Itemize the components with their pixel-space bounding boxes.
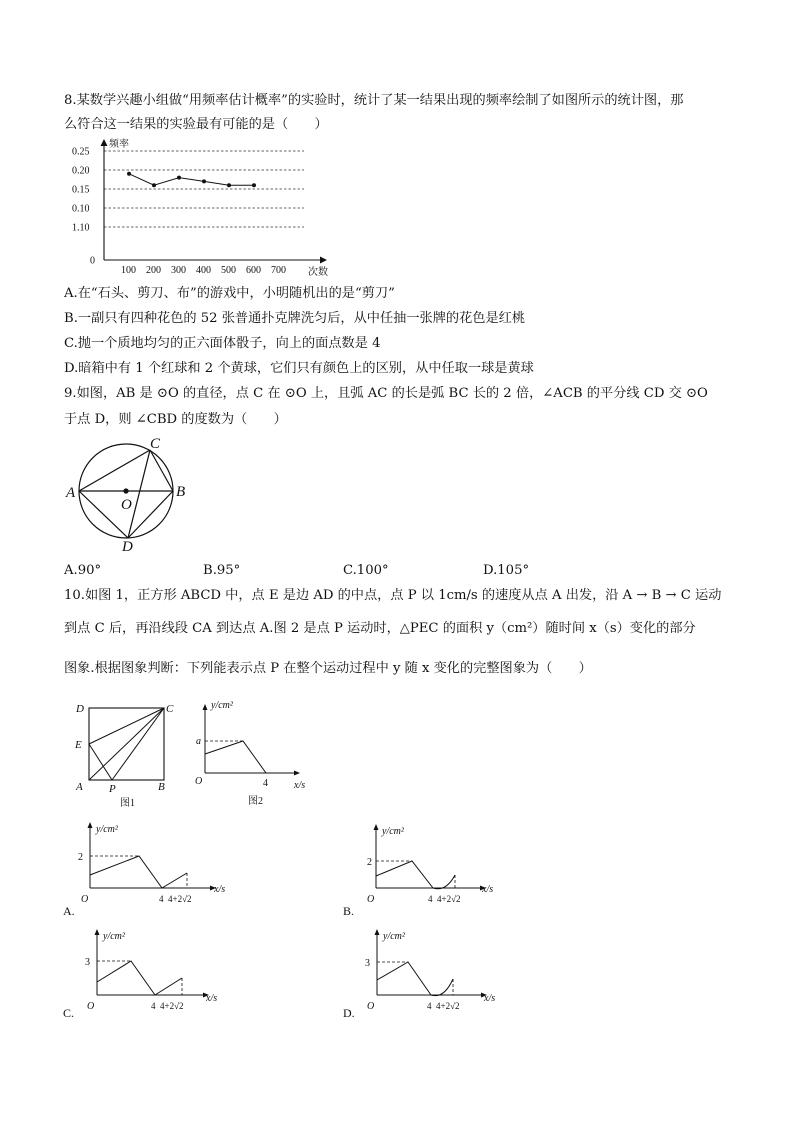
fig2-x-arrow bbox=[294, 771, 300, 776]
chart-point bbox=[252, 183, 256, 187]
graph-c-tick2: 4+2√2 bbox=[160, 1001, 184, 1011]
graph-b-origin: O bbox=[367, 894, 375, 905]
figure-1-square bbox=[72, 700, 182, 810]
graph-d-curve bbox=[377, 962, 453, 996]
q10-stem-line1: 10.如图 1，正方形 ABCD 中，点 E 是边 AD 的中点，点 P 以 1cm/s 的速度从点 A 出发，沿 A → B → C 运动 bbox=[64, 588, 722, 603]
chart-x-ticks bbox=[121, 265, 286, 276]
graph-c-ylabel: y/cm² bbox=[103, 931, 125, 942]
graph-c-curve bbox=[97, 961, 182, 995]
graph-b-tick1: 4 bbox=[428, 894, 433, 904]
chart-x-tick-label: 600 bbox=[246, 265, 261, 276]
q8-option-d: D.暗箱中有 1 个红球和 2 个黄球，它们只有颜色上的区别，从中任取一球是黄球 bbox=[64, 361, 534, 376]
graph-a-ylabel: y/cm² bbox=[96, 824, 118, 835]
fig2-peak: a bbox=[196, 736, 201, 747]
chart-y-ticks bbox=[72, 147, 95, 267]
fig2-y-arrow bbox=[203, 704, 208, 710]
graph-a-curve bbox=[90, 856, 187, 888]
label-b: B bbox=[176, 484, 186, 500]
chart-point bbox=[202, 179, 206, 183]
center-point bbox=[123, 488, 128, 493]
graph-a-peak: 2 bbox=[78, 852, 83, 863]
label-d: D bbox=[122, 539, 133, 555]
q9-stem-line2: 于点 D，则 ∠CBD 的度数为（ ） bbox=[64, 412, 287, 427]
graph-b-curve bbox=[376, 861, 455, 889]
chord-bc bbox=[150, 450, 173, 491]
fig1-label-d: D bbox=[76, 703, 84, 715]
fig2-origin: O bbox=[195, 776, 203, 787]
q9-stem-line1: 9.如图，AB 是 ⊙O 的直径，点 C 在 ⊙O 上，且弧 AC 的长是弧 BC 长的 2 倍，∠ACB 的平分线 CD 交 ⊙O bbox=[64, 386, 708, 401]
chart-series-line bbox=[129, 174, 254, 185]
fig2-xlabel: x/s bbox=[294, 780, 306, 791]
chart-x-arrow bbox=[320, 257, 327, 264]
graph-option-a bbox=[60, 818, 240, 918]
graph-b-xlabel: x/s bbox=[482, 884, 494, 895]
graph-option-d bbox=[340, 925, 520, 1025]
chart-y-tick-label: 0.20 bbox=[72, 165, 90, 177]
chart-y-tick-label: 0.10 bbox=[72, 203, 90, 215]
fig1-label-e: E bbox=[75, 739, 82, 751]
graph-a-tick2: 4+2√2 bbox=[168, 894, 192, 904]
graph-b-peak: 2 bbox=[367, 857, 372, 868]
chart-ylabel: 频率 bbox=[109, 139, 129, 150]
graph-b-ylabel: y/cm² bbox=[382, 826, 404, 837]
chart-y-tick-label: 0 bbox=[90, 255, 95, 267]
segment-pc bbox=[112, 708, 164, 780]
fig2-xtick: 4 bbox=[263, 778, 268, 789]
graph-d-origin: O bbox=[367, 1001, 375, 1012]
chart-point bbox=[152, 183, 156, 187]
graph-d-xlabel: x/s bbox=[484, 993, 496, 1004]
chart-x-tick-label: 200 bbox=[146, 265, 161, 276]
chart-point bbox=[177, 176, 181, 180]
fig2-curve bbox=[205, 741, 266, 773]
chart-xlabel: 次数 bbox=[308, 267, 328, 278]
graph-b-tick2: 4+2√2 bbox=[437, 894, 461, 904]
q8-stem-line2: 么符合这一结果的实验最有可能的是（ ） bbox=[64, 117, 328, 132]
q8-option-a: A.在“石头、剪刀、布”的游戏中，小明随机出的是“剪刀” bbox=[64, 286, 395, 301]
chart-gridlines bbox=[104, 151, 304, 227]
q9-option-c: C.100° bbox=[343, 563, 389, 578]
graph-d-tick2: 4+2√2 bbox=[436, 1001, 460, 1011]
chart-x-tick-label: 100 bbox=[121, 265, 136, 276]
q9-option-a: A.90° bbox=[64, 563, 102, 578]
chart-y-tick-label: 0.15 bbox=[72, 184, 90, 196]
graph-option-c bbox=[60, 925, 240, 1025]
segment-ep bbox=[89, 744, 112, 780]
q8-stem-line1: 8.某数学兴趣小组做“用频率估计概率”的实验时，统计了某一结果出现的频率绘制了如图所示的统计图，那 bbox=[64, 93, 684, 108]
graph-d-option: D. bbox=[343, 1006, 355, 1020]
label-a: A bbox=[66, 485, 76, 501]
chart-y-tick-label: 0.25 bbox=[72, 146, 90, 158]
graph-c-option: C. bbox=[63, 1006, 75, 1020]
chart-y-tick-label: 1.10 bbox=[72, 222, 90, 234]
graph-a-tick1: 4 bbox=[159, 894, 164, 904]
graph-a-option: A. bbox=[63, 904, 75, 918]
label-c: C bbox=[150, 436, 161, 452]
fig1-label-c: C bbox=[166, 703, 174, 715]
chart-x-tick-label: 500 bbox=[221, 265, 236, 276]
diagonal-ac bbox=[89, 708, 164, 780]
chart-point bbox=[127, 172, 131, 176]
q8-option-c: C.抛一个质地均匀的正六面体骰子，向上的面点数是 4 bbox=[64, 336, 381, 351]
graph-d-tick1: 4 bbox=[427, 1001, 432, 1011]
fig1-label-p: P bbox=[109, 783, 116, 795]
graph-d-ylabel: y/cm² bbox=[383, 931, 405, 942]
chord-cd bbox=[128, 450, 150, 538]
graph-option-b bbox=[340, 818, 520, 918]
q9-option-d: D.105° bbox=[483, 563, 530, 578]
graph-d-peak: 3 bbox=[365, 958, 370, 969]
chart-x-tick-label: 400 bbox=[196, 265, 211, 276]
graph-b-option: B. bbox=[343, 904, 355, 918]
segment-ec bbox=[89, 708, 164, 744]
figure-2-graph bbox=[188, 698, 318, 810]
circle-figure bbox=[64, 434, 204, 555]
graph-a-xlabel: x/s bbox=[214, 884, 226, 895]
graph-c-peak: 3 bbox=[85, 957, 90, 968]
chord-ac bbox=[79, 450, 150, 491]
graph-c-tick1: 4 bbox=[151, 1001, 156, 1011]
label-o: O bbox=[121, 497, 132, 513]
chart-x-tick-label: 300 bbox=[171, 265, 186, 276]
graph-c-origin: O bbox=[87, 1001, 95, 1012]
graph-c-xlabel: x/s bbox=[206, 993, 218, 1004]
chart-y-arrow bbox=[101, 139, 108, 146]
chart-point bbox=[227, 183, 231, 187]
q8-option-b: B.一副只有四种花色的 52 张普通扑克牌洗匀后，从中任抽一张牌的花色是红桃 bbox=[64, 311, 526, 326]
q10-stem-line2: 到点 C 后，再沿线段 CA 到达点 A.图 2 是点 P 运动时，△PEC 的面积 y（cm²）随时间 x（s）变化的部分 bbox=[64, 621, 696, 636]
fig1-label-b: B bbox=[158, 781, 165, 793]
chart-x-tick-label: 700 bbox=[271, 265, 286, 276]
fig2-caption: 图2 bbox=[248, 796, 263, 807]
q10-stem-line3: 图象.根据图象判断：下列能表示点 P 在整个运动过程中 y 随 x 变化的完整图象为（ ） bbox=[64, 661, 592, 676]
fig1-label-a: A bbox=[76, 781, 83, 793]
frequency-chart bbox=[64, 134, 344, 280]
fig2-ylabel: y/cm² bbox=[211, 700, 233, 711]
q9-option-b: B.95° bbox=[203, 563, 241, 578]
fig1-caption: 图1 bbox=[120, 798, 135, 809]
graph-a-origin: O bbox=[81, 894, 89, 905]
